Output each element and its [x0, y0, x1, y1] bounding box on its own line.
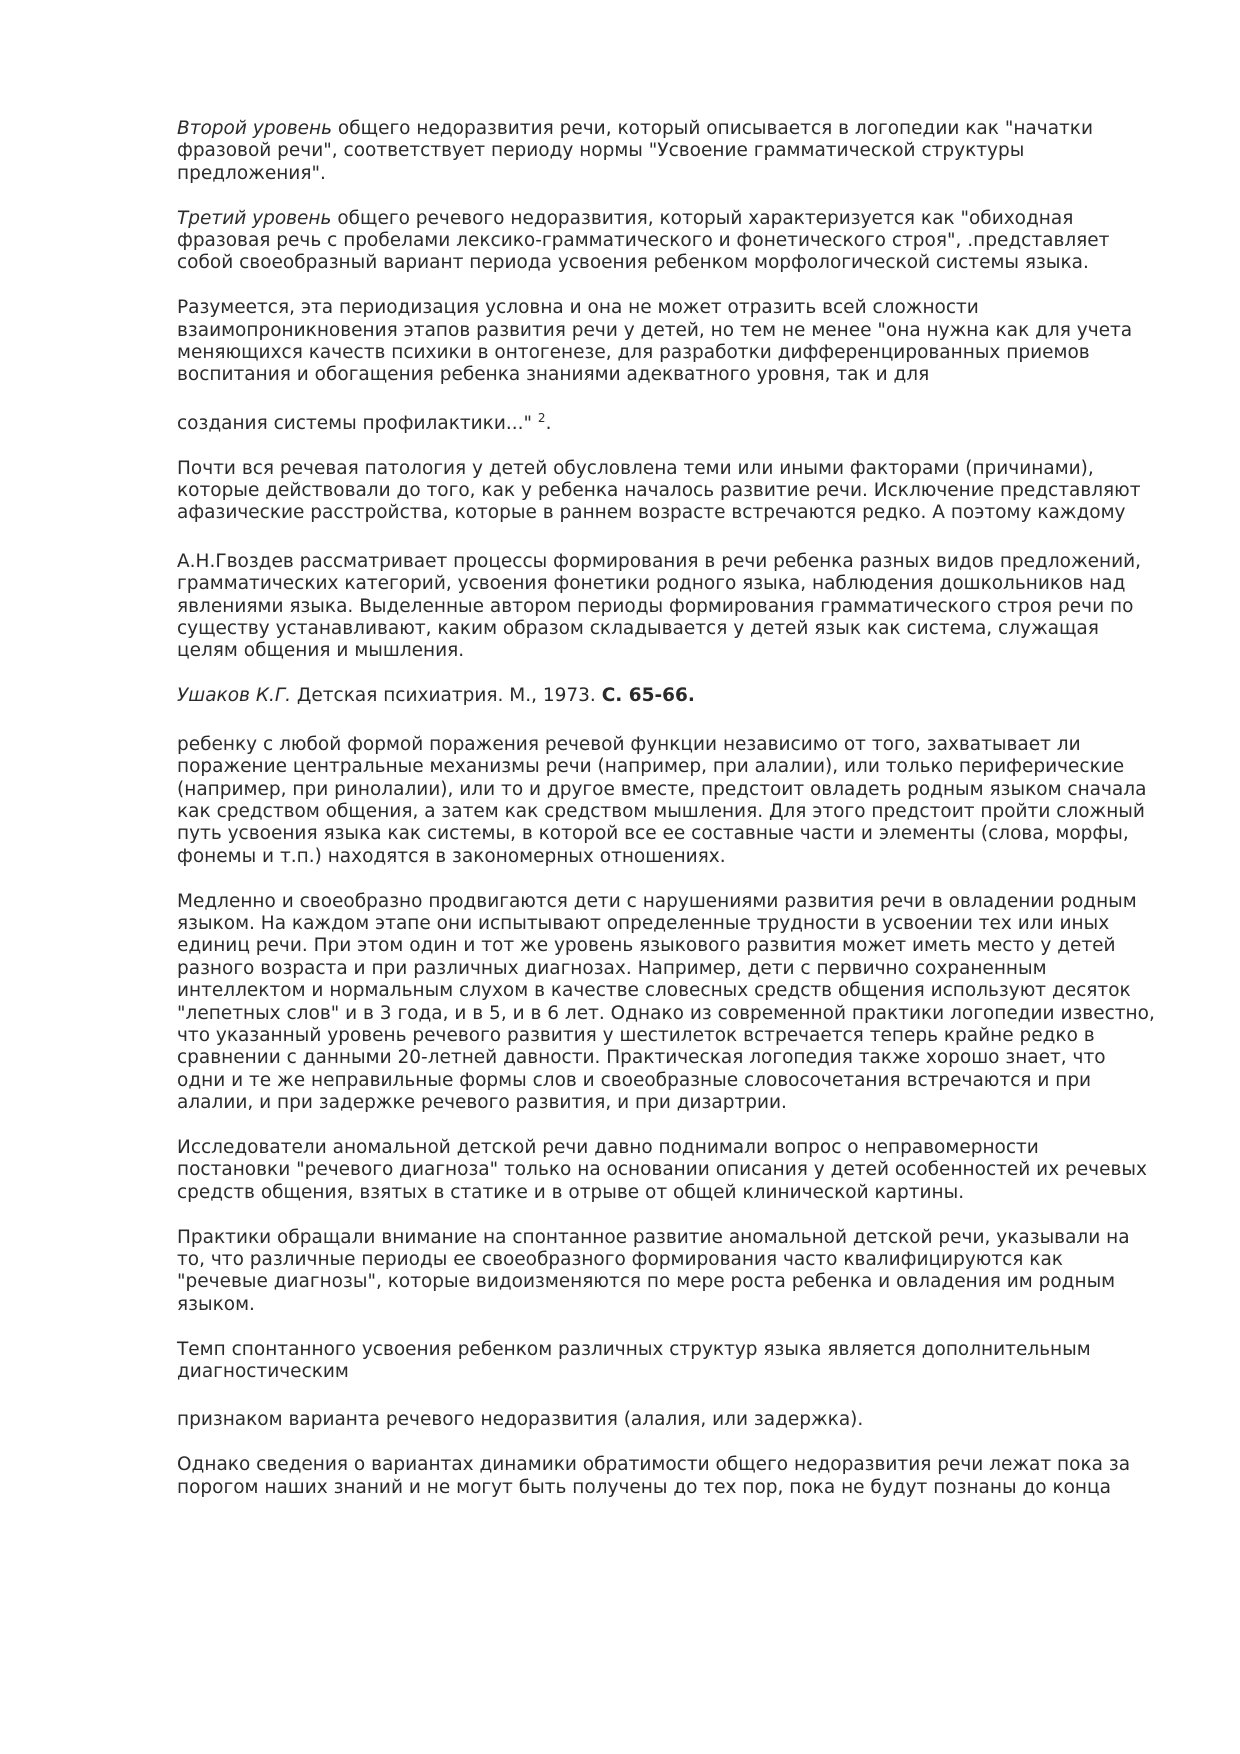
footnote-citation — [177, 685, 1157, 707]
footnote-marker: 2 — [537, 410, 546, 425]
paragraph-however: Однако сведения о вариантах динамики обратимости общего недоразвития речи лежат пока за порогом наших знаний и не могут быть получены до тех пор, пока не будут познаны до конца — [177, 1454, 1131, 1498]
paragraph-practitioners: Практики обращали внимание на спонтанное развитие аномальной детской речи, указывали на то, что различные периоды ее своеобразного формирования часто квалифицируются как "речевые диагнозы", которые видоизменяются по мере роста ребенка и овладения им родным языком. — [177, 1226, 1130, 1315]
citation-author: Ушаков К.Г. — [177, 685, 292, 707]
citation-pages: С. 65-66. — [601, 685, 695, 707]
paragraph-periodization: Разумеется, эта периодизация условна и она не может отразить всей сложности взаимопроникновения этапов развития речи у детей, но тем не менее "она нужна как для учета меняющихся качеств психики в онтогенезе, для разработки дифференцированных приемов воспитания и обогащения ребенка знаниями адекватного уровня, так и для — [177, 297, 1133, 386]
paragraph-gvozdev: А.Н.Гвоздев рассматривает процессы формирования в речи ребенка разных видов предложений, грамматических категорий, усвоения фонетики родного языка, наблюдения дошкольников над явлениями языка. Выделенные автором периоды формирования грамматического строя речи по существу устанавливают, каким образом складывается у детей язык как система, служащая целям общения и мышления. — [177, 550, 1142, 662]
paragraph-text-end: . — [545, 412, 552, 434]
paragraph-text: создания системы профилактики..." — [177, 412, 538, 434]
paragraph-slow-progress: Медленно и своеобразно продвигаются дети с нарушениями развития речи в овладении родным языком. На каждом этапе они испытывают определенные трудности в усвоении тех или иных единиц речи. При этом один и тот же уровень языкового развития может иметь место у детей разного возраста и при различных диагнозах. Например, дети с первично сохраненным интеллектом и нормальным слухом в качестве словесных средств общения используют десяток "лепетных слов" и в 3 года, и в 5, и в 6 лет. Однако из современной практики логопедии известно, что указанный уровень речевого развития у шестилеток встречается теперь крайне редко в сравнении с данными 20-летней давности. Практическая логопедия также хорошо знает, что одни и те же неправильные формы слов и своеобразные словосочетания встречаются и при алалии, и при задержке речевого развития, и при дизартрии. — [177, 890, 1155, 1114]
paragraph-prophylaxis — [177, 410, 1157, 435]
paragraph-text: общего недоразвития речи, который описывается в логопедии как "начатки фразовой речи", соответствует периоду нормы "Усвоение грамматической структуры предложения". — [177, 118, 1094, 184]
paragraph-sign: признаком варианта речевого недоразвития (алалия, или задержка). — [177, 1409, 864, 1431]
paragraph-researchers: Исследователи аномальной детской речи давно поднимали вопрос о неправомерности постановки "речевого диагноза" только на основании описания у детей особенностей их речевых средств общения, взятых в статике и в отрыве от общей клинической картины. — [177, 1136, 1147, 1203]
paragraph-child-speech: ребенку с любой формой поражения речевой функции независимо от того, захватывает ли поражение центральные механизмы речи (например, при алалии), или только периферические (например, при ринолалии), или то и другое вместе, предстоит овладеть родным языком сначала как средством общения, а затем как средством мышления. Для этого предстоит пройти сложный путь усвоения языка как системы, в которой все ее составные части и элементы (слова, морфы, фонемы и т.п.) находятся в закономерных отношениях. — [177, 733, 1147, 867]
term-third-level: Третий уровень — [177, 207, 332, 229]
paragraph-text: общего речевого недоразвития, который характеризуется как "обиходная фразовая речь с пробелами лексико-грамматического и фонетического строя", .представляет собой своеобразный вариант периода усвоения ребенком морфологической системы языка. — [177, 207, 1110, 274]
paragraph-tempo: Темп спонтанного усвоения ребенком различных структур языка является дополнительным диагностическим — [177, 1338, 1091, 1382]
paragraph-third-level — [177, 208, 1117, 275]
document-page — [177, 118, 1157, 1499]
citation-title: Детская психиатрия. М., 1973. — [291, 685, 602, 707]
term-second-level: Второй уровень — [177, 118, 333, 139]
paragraph-pathology: Почти вся речевая патология у детей обусловлена теми или иными факторами (причинами), которые действовали до того, как у ребенка началось развитие речи. Исключение представляют афазические расстройства, которые в раннем возрасте встречаются редко. А поэтому каждому — [177, 457, 1141, 524]
paragraph-second-level — [177, 118, 1117, 185]
